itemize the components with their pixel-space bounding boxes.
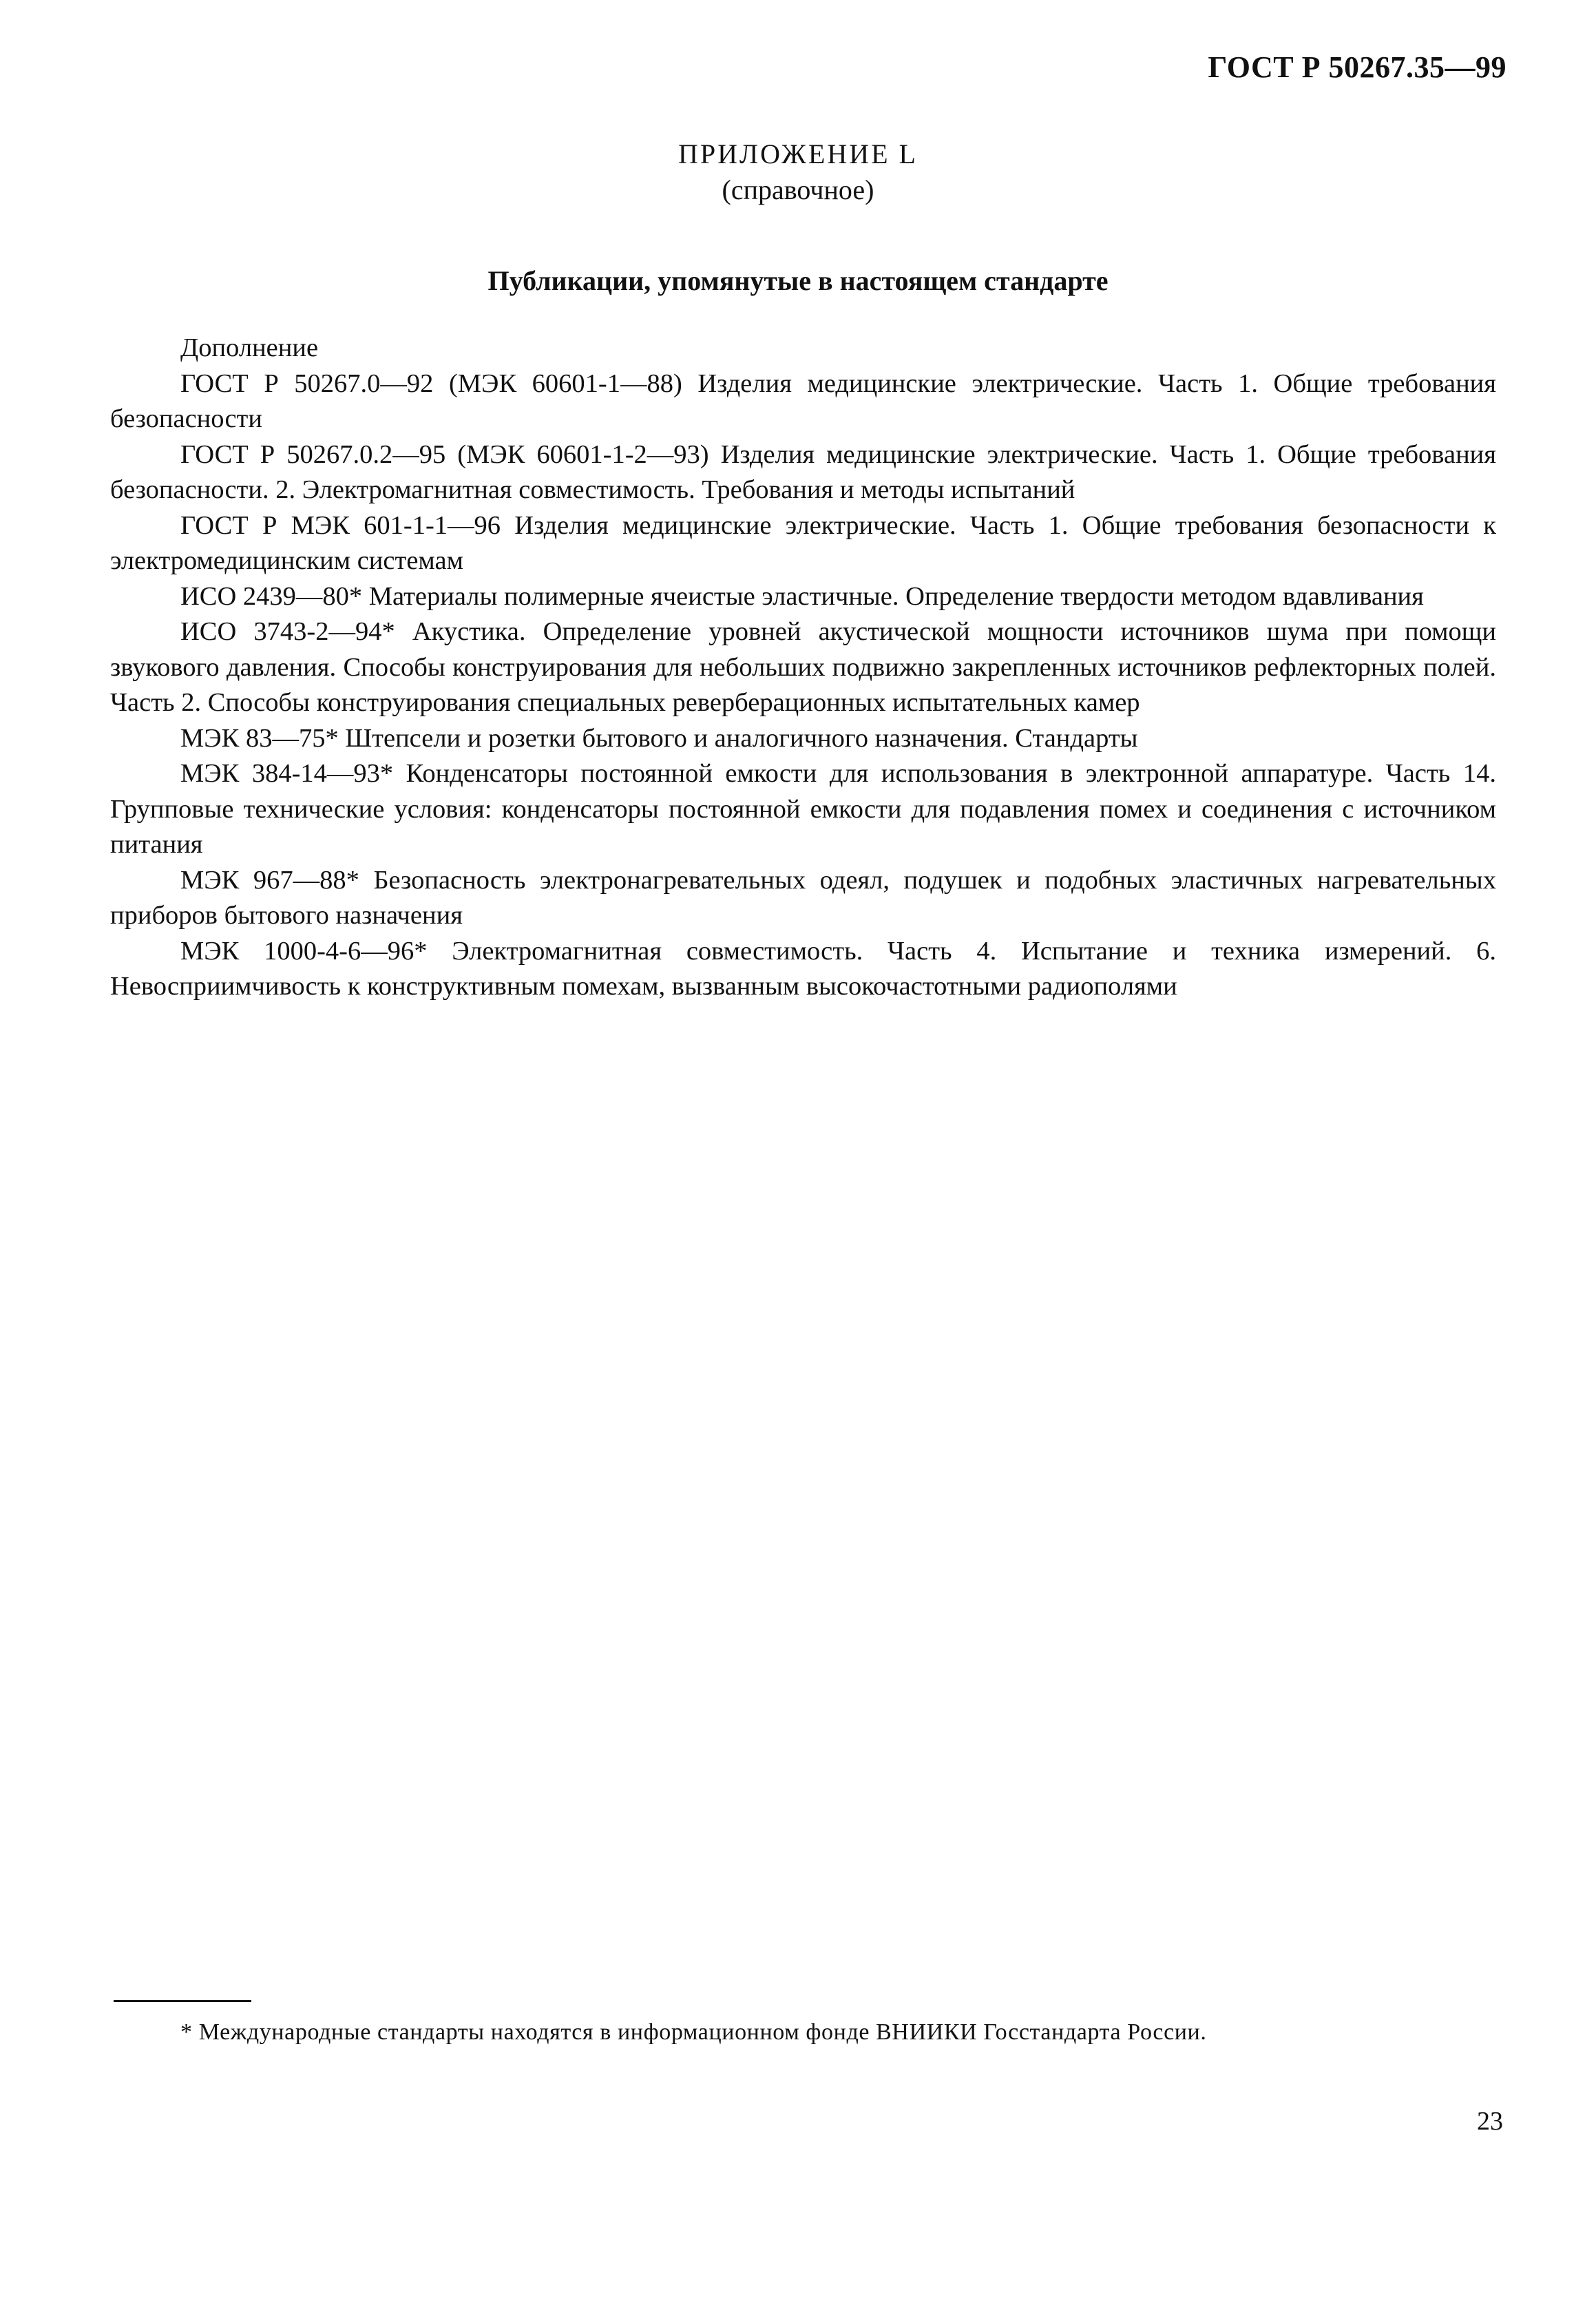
document-code-header: ГОСТ Р 50267.35—99 [1208, 50, 1506, 84]
reference-paragraph: ГОСТ Р 50267.0.2—95 (МЭК 60601-1-2—93) Изделия медицинские электрические. Часть 1. Общие требования безопасности. 2. Электромагнитная совместимость. Требования и методы испытаний [110, 439, 1496, 504]
annex-title: ПРИЛОЖЕНИЕ L [678, 138, 918, 169]
reference-paragraph: Дополнение [180, 333, 319, 362]
reference-paragraph: МЭК 384-14—93* Конденсаторы постоянной емкости для использования в электронной аппаратуре. Часть 14. Групповые технические условия: конденсаторы постоянной емкости для подавления помех и соединения с источником питания [110, 759, 1496, 859]
page-number: 23 [1477, 2107, 1503, 2136]
reference-paragraph: ГОСТ Р 50267.0—92 (МЭК 60601-1—88) Изделия медицинские электрические. Часть 1. Общие требования безопасности [110, 368, 1496, 433]
annex-heading [0, 136, 1596, 208]
reference-paragraph: ИСО 3743-2—94* Акустика. Определение уровней акустической мощности источников шума при помощи звукового давления. Способы конструирования для небольших подвижно закрепленных источников рефлекторных полей. Часть 2. Способы конструирования специальных реверберационных испытательных камер [110, 617, 1496, 717]
reference-paragraph: МЭК 967—88* Безопасность электронагревательных одеял, подушек и подобных эластичных нагревательных приборов бытового назначения [110, 865, 1496, 930]
footnote: * Международные стандарты находятся в информационном фонде ВНИИКИ Госстандарта России. [180, 2019, 1207, 2045]
annex-subtitle: (справочное) [722, 174, 874, 205]
reference-paragraph: МЭК 83—75* Штепсели и розетки бытового и аналогичного назначения. Стандарты [180, 723, 1138, 753]
reference-paragraph: ГОСТ Р МЭК 601-1-1—96 Изделия медицинские электрические. Часть 1. Общие требования безопасности к электромедицинским системам [110, 510, 1496, 575]
section-title: Публикации, упомянутые в настоящем стандарте [487, 265, 1109, 296]
footnote-divider [114, 2000, 251, 2002]
references-list [110, 331, 1496, 1005]
reference-paragraph: ИСО 2439—80* Материалы полимерные ячеистые эластичные. Определение твердости методом вдавливания [180, 581, 1424, 611]
reference-paragraph: МЭК 1000-4-6—96* Электромагнитная совместимость. Часть 4. Испытание и техника измерений. 6. Невосприимчивость к конструктивным помехам, вызванным высокочастотными радиополями [110, 936, 1496, 1001]
